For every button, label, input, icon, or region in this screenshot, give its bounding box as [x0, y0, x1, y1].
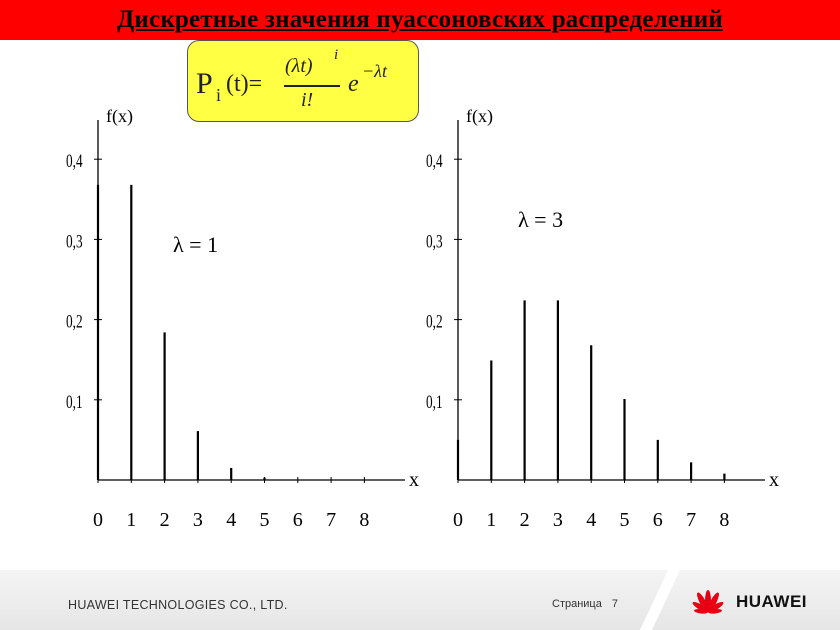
x-tick-label: 3	[552, 509, 563, 531]
huawei-petal-logo-icon	[688, 588, 728, 616]
x-tick-label: 1	[486, 509, 497, 531]
lambda-annotation: λ = 3	[518, 207, 564, 232]
page-indicator	[552, 598, 618, 610]
title-bar	[0, 0, 840, 40]
y-axis-label: f(x)	[106, 106, 133, 126]
x-tick-label: 3	[192, 509, 203, 531]
y-axis-label: f(x)	[466, 106, 493, 126]
footer	[0, 570, 840, 630]
x-tick-label: 6	[652, 509, 663, 531]
y-tick-label: 0,4	[66, 149, 83, 172]
x-tick-label: 5	[619, 509, 630, 531]
y-tick-label: 0,1	[426, 390, 443, 413]
x-tick-label: 2	[159, 509, 170, 531]
y-tick-label: 0,3	[426, 230, 443, 253]
formula-exp-base: e	[348, 71, 359, 97]
huawei-logo	[688, 588, 807, 616]
formula-exp-power: −λt	[362, 61, 387, 81]
x-tick-label: 6	[292, 509, 303, 531]
x-tick-label: 8	[359, 509, 370, 531]
company-name: HUAWEI TECHNOLOGIES CO., LTD.	[68, 598, 288, 612]
x-axis-label: x	[409, 469, 419, 491]
x-axis-label: x	[769, 469, 779, 491]
y-tick-label: 0,2	[426, 310, 443, 333]
y-tick-label: 0,4	[426, 149, 443, 172]
formula-numerator-exp: i	[334, 47, 339, 63]
x-tick-label: 4	[586, 509, 597, 531]
x-tick-label: 7	[326, 509, 337, 531]
formula-lhs-arg: (t)=	[226, 71, 263, 97]
x-tick-label: 4	[226, 509, 237, 531]
y-tick-label: 0,1	[66, 390, 83, 413]
y-tick-label: 0,2	[66, 310, 83, 333]
x-tick-label: 8	[719, 509, 730, 531]
x-tick-label: 1	[126, 509, 137, 531]
poisson-chart-lambda-1	[60, 60, 430, 540]
page-number: 7	[611, 598, 618, 610]
page-label: Страница	[552, 598, 602, 610]
footer-divider-slash	[640, 570, 680, 630]
x-tick-label: 0	[93, 509, 103, 531]
x-tick-label: 2	[519, 509, 530, 531]
x-tick-label: 7	[686, 509, 697, 531]
lambda-annotation: λ = 1	[173, 232, 219, 257]
y-tick-label: 0,3	[66, 230, 83, 253]
formula-lhs-sub: i	[216, 85, 222, 105]
page-title: Дискретные значения пуассоновских распределений	[117, 6, 723, 33]
x-tick-label: 5	[259, 509, 270, 531]
poisson-chart-lambda-3	[420, 60, 790, 540]
x-tick-label: 0	[453, 509, 463, 531]
formula-denominator: i!	[301, 89, 314, 111]
formula-numerator: (λt)	[285, 55, 313, 77]
formula-lhs: P	[196, 67, 213, 100]
huawei-brand-text: HUAWEI	[736, 592, 807, 611]
